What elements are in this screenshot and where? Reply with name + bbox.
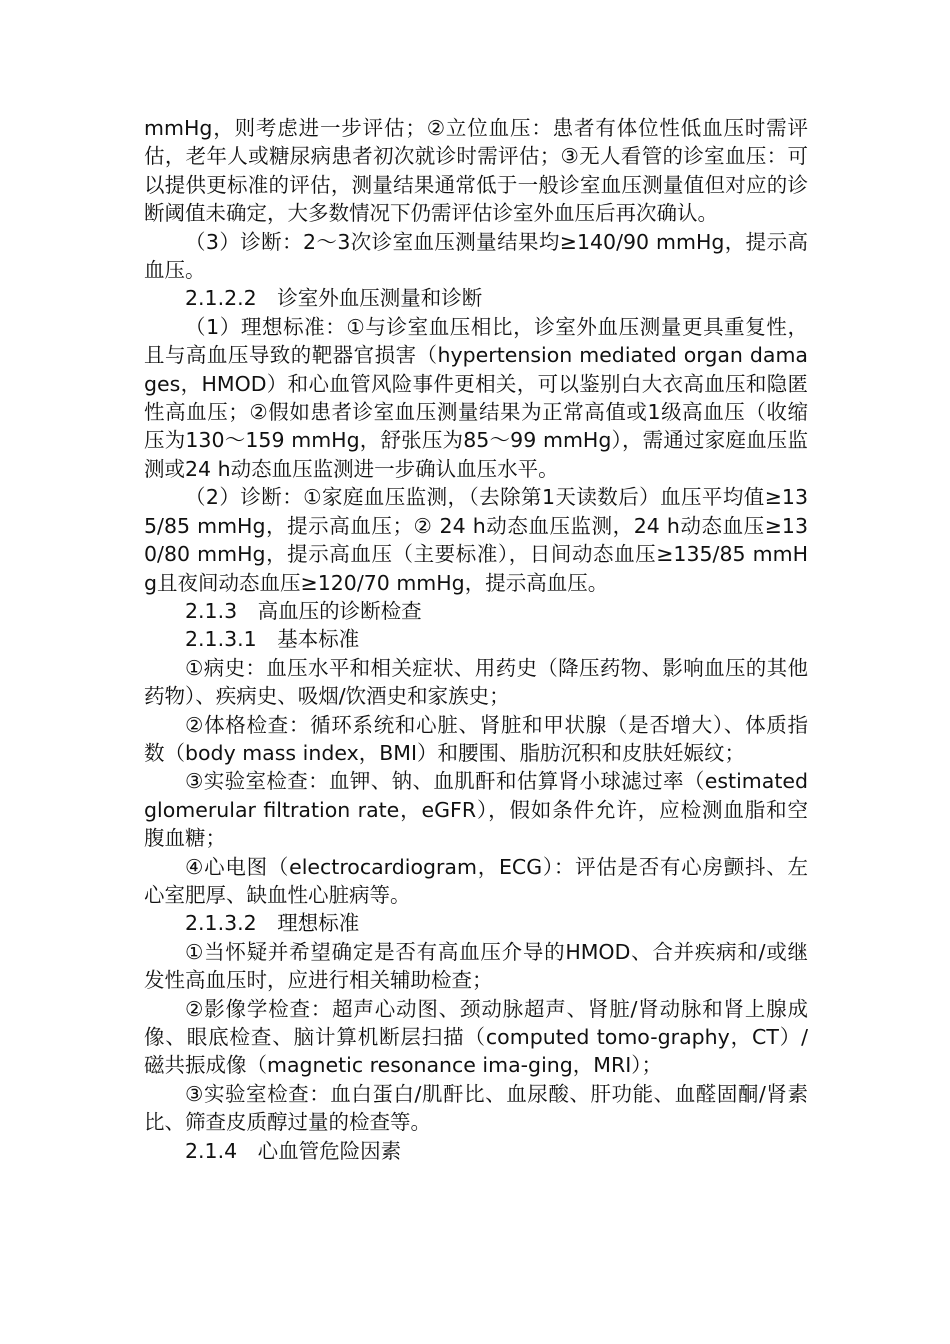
- list-item-hmod-workup: ①当怀疑并希望确定是否有高血压介导的HMOD、合并疾病和/或继发性高血压时，应进行相关辅助检查；: [144, 939, 808, 993]
- list-item-history: ①病史：血压水平和相关症状、用药史（降压药物、影响血压的其他药物）、疾病史、吸烟/饮酒史和家族史；: [144, 655, 808, 709]
- section-heading-2-1-3-2: 2.1.3.2 理想标准: [185, 911, 360, 936]
- list-item-lab-tests: ③实验室检查：血钾、钠、血肌酐和估算肾小球滤过率（estimated glomerular filtration rate，eGFR），假如条件允许，应检测血脂和空腹血糖；: [144, 769, 808, 851]
- list-item-advanced-lab: ③实验室检查：血白蛋白/肌酐比、血尿酸、肝功能、血醛固酮/肾素比、筛查皮质醇过量的检查等。: [144, 1081, 808, 1135]
- section-heading-2-1-4: 2.1.4 心血管危险因素: [185, 1138, 402, 1163]
- list-item-imaging: ②影像学检查：超声心动图、颈动脉超声、肾脏/肾动脉和肾上腺成像、眼底检查、脑计算机断层扫描（computed tomo-graphy，CT）/磁共振成像（magnetic resonance ima-ging，MRI）；: [144, 996, 808, 1078]
- paragraph-out-of-office-diagnosis: （2）诊断：①家庭血压监测，（去除第1天读数后）血压平均值≥135/85 mmHg，提示高血压；② 24 h动态血压监测，24 h动态血压≥130/80 mmHg，提示高血压（主要标准），日间动态血压≥135/85 mmHg且夜间动态血压≥120/70 mmHg，提示高血压。: [144, 485, 808, 595]
- paragraph-office-diagnosis: （3）诊断：2～3次诊室血压测量结果均≥140/90 mmHg，提示高血压。: [144, 229, 808, 283]
- section-heading-2-1-3: 2.1.3 高血压的诊断检查: [185, 598, 422, 623]
- list-item-physical-exam: ②体格检查：循环系统和心脏、肾脏和甲状腺（是否增大）、体质指数（body mass index，BMI）和腰围、脂肪沉积和皮肤妊娠纹；: [144, 712, 808, 765]
- paragraph-orthostatic-bp: mmHg，则考虑进一步评估；②立位血压：患者有体位性低血压时需评估，老年人或糖尿病患者初次就诊时需评估；③无人看管的诊室血压：可以提供更标准的评估，测量结果通常低于一般诊室血压测量值但对应的诊断阈值未确定，大多数情况下仍需评估诊室外血压后再次确认。: [144, 116, 808, 226]
- document-page: [144, 114, 808, 1165]
- section-heading-2-1-2-2: 2.1.2.2 诊室外血压测量和诊断: [185, 286, 483, 311]
- list-item-ecg: ④心电图（electrocardiogram，ECG）：评估是否有心房颤抖、左心室肥厚、缺血性心脏病等。: [144, 854, 808, 907]
- paragraph-ideal-standard: （1）理想标准：①与诊室血压相比，诊室外血压测量更具重复性，且与高血压导致的靶器官损害（hypertension mediated organ damages，HMOD）和心血管风险事件更相关，可以鉴别白大衣高血压和隐匿性高血压；②假如患者诊室血压测量结果为正常高值或1级高血压（收缩压为130～159 mmHg，舒张压为85～99 mmHg），需通过家庭血压监测或24 h动态血压监测进一步确认血压水平。: [144, 314, 808, 481]
- section-heading-2-1-3-1: 2.1.3.1 基本标准: [185, 627, 360, 652]
